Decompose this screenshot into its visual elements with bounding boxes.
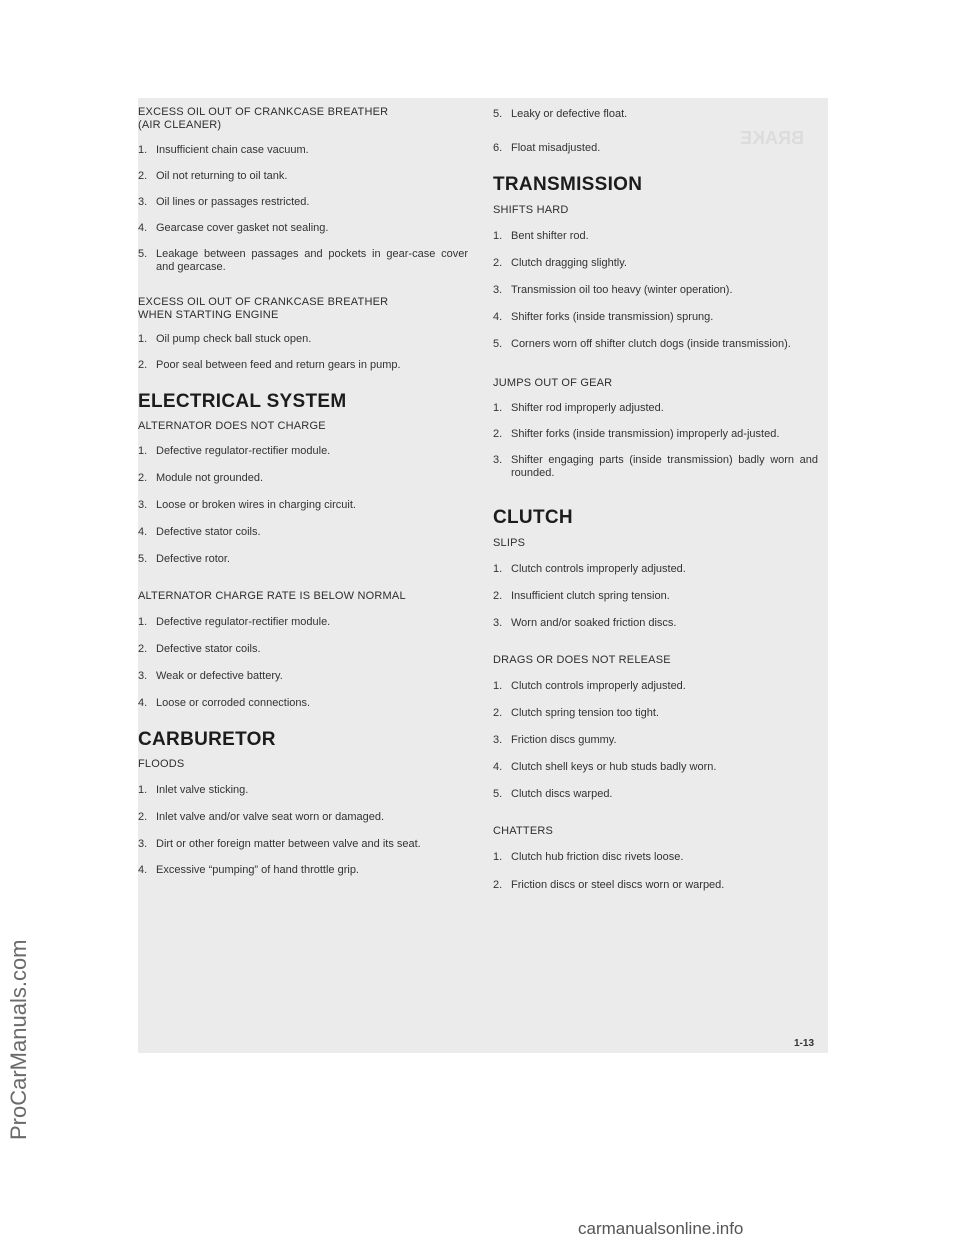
item-text: Shifter forks (inside transmission) sprung. bbox=[511, 311, 714, 323]
section-title bbox=[138, 106, 468, 132]
item-number: 3. bbox=[138, 670, 148, 682]
section-title: FLOODS bbox=[138, 758, 185, 770]
list-item bbox=[493, 761, 818, 774]
list-item bbox=[138, 333, 468, 346]
list-item bbox=[138, 784, 468, 797]
item-number: 2. bbox=[493, 257, 503, 269]
item-text: Clutch shell keys or hub studs badly worn. bbox=[511, 761, 717, 773]
item-text: Inlet valve and/or valve seat worn or damaged. bbox=[156, 811, 385, 823]
item-number: 3. bbox=[493, 617, 503, 629]
item-number: 5. bbox=[493, 108, 503, 120]
item-number: 3. bbox=[493, 454, 503, 466]
list-item bbox=[138, 643, 468, 656]
list-item bbox=[138, 553, 468, 566]
item-number: 2. bbox=[493, 428, 503, 440]
section-title: DRAGS OR DOES NOT RELEASE bbox=[493, 654, 671, 666]
item-number: 1. bbox=[493, 402, 503, 414]
list-item bbox=[138, 616, 468, 629]
section-title: ALTERNATOR DOES NOT CHARGE bbox=[138, 420, 326, 432]
list-item bbox=[493, 590, 818, 603]
item-text: Defective regulator-rectifier module. bbox=[156, 445, 331, 457]
item-number: 2. bbox=[138, 811, 148, 823]
list-item bbox=[138, 472, 468, 485]
item-text: Loose or corroded connections. bbox=[156, 697, 311, 709]
item-number: 5. bbox=[493, 788, 503, 800]
item-text: Clutch hub friction disc rivets loose. bbox=[511, 851, 684, 863]
item-text: Oil lines or passages restricted. bbox=[156, 196, 310, 208]
section-title: ALTERNATOR CHARGE RATE IS BELOW NORMAL bbox=[138, 590, 406, 602]
item-number: 1. bbox=[493, 563, 503, 575]
list-item bbox=[493, 879, 818, 892]
item-text: Clutch controls improperly adjusted. bbox=[511, 563, 686, 575]
list-item bbox=[493, 402, 818, 415]
left-column bbox=[138, 106, 468, 877]
section-heading-transmission: TRANSMISSION bbox=[493, 174, 643, 195]
item-number: 6. bbox=[493, 142, 503, 154]
list-item bbox=[138, 196, 468, 209]
item-text: Corners worn off shifter clutch dogs (inside transmission). bbox=[511, 338, 791, 350]
item-number: 1. bbox=[493, 851, 503, 863]
title-line: (AIR CLEANER) bbox=[138, 119, 222, 131]
item-text: Insufficient chain case vacuum. bbox=[156, 144, 309, 156]
list-item bbox=[493, 338, 818, 351]
list-item bbox=[138, 864, 468, 877]
item-number: 4. bbox=[138, 526, 148, 538]
item-number: 5. bbox=[138, 553, 148, 565]
item-number: 3. bbox=[493, 284, 503, 296]
item-text: Friction discs gummy. bbox=[511, 734, 617, 746]
item-number: 4. bbox=[138, 222, 148, 234]
item-text: Clutch dragging slightly. bbox=[511, 257, 627, 269]
section-heading-carburetor: CARBURETOR bbox=[138, 729, 276, 750]
list-item bbox=[493, 788, 818, 801]
item-number: 4. bbox=[493, 311, 503, 323]
item-number: 2. bbox=[138, 359, 148, 371]
list-item bbox=[138, 222, 468, 235]
list-item bbox=[138, 248, 468, 274]
list-item bbox=[493, 680, 818, 693]
bleed-through-text: BRAKE bbox=[740, 128, 805, 148]
list-item bbox=[493, 284, 818, 297]
item-text: Bent shifter rod. bbox=[511, 230, 589, 242]
item-text: Transmission oil too heavy (winter operation). bbox=[511, 284, 733, 296]
section-title: SHIFTS HARD bbox=[493, 204, 569, 216]
list-item bbox=[138, 445, 468, 458]
list-item bbox=[493, 707, 818, 720]
item-text: Leaky or defective float. bbox=[511, 108, 628, 120]
item-number: 2. bbox=[493, 707, 503, 719]
list-item bbox=[493, 563, 818, 576]
section-heading-clutch: CLUTCH bbox=[493, 507, 573, 528]
item-text: Loose or broken wires in charging circuit. bbox=[156, 499, 356, 511]
item-number: 1. bbox=[493, 680, 503, 692]
list-item bbox=[138, 499, 468, 512]
bottom-watermark: carmanualsonline.info bbox=[578, 1219, 744, 1238]
list-item bbox=[138, 144, 468, 157]
item-text: Module not grounded. bbox=[156, 472, 264, 484]
item-text: Shifter engaging parts (inside transmission) badly worn and rounded. bbox=[511, 454, 818, 479]
page-number: 1-13 bbox=[794, 1038, 815, 1049]
side-watermark: ProCarManuals.com bbox=[6, 939, 31, 1140]
item-number: 3. bbox=[138, 838, 148, 850]
section-title: SLIPS bbox=[493, 537, 526, 549]
list-item bbox=[493, 428, 818, 441]
right-column bbox=[493, 108, 818, 892]
item-number: 1. bbox=[138, 333, 148, 345]
item-text: Oil not returning to oil tank. bbox=[156, 170, 288, 182]
item-number: 2. bbox=[493, 879, 503, 891]
item-number: 2. bbox=[138, 472, 148, 484]
item-text: Shifter forks (inside transmission) improperly ad-justed. bbox=[511, 428, 780, 440]
item-number: 5. bbox=[138, 248, 148, 260]
item-text: Inlet valve sticking. bbox=[156, 784, 249, 796]
item-text: Clutch spring tension too tight. bbox=[511, 707, 659, 719]
list-item bbox=[493, 230, 818, 243]
item-text: Defective stator coils. bbox=[156, 643, 261, 655]
item-text: Defective rotor. bbox=[156, 553, 230, 565]
item-number: 4. bbox=[493, 761, 503, 773]
item-number: 3. bbox=[138, 499, 148, 511]
item-number: 1. bbox=[138, 616, 148, 628]
item-text: Gearcase cover gasket not sealing. bbox=[156, 222, 329, 234]
item-text: Friction discs or steel discs worn or warped. bbox=[511, 879, 725, 891]
item-text: Oil pump check ball stuck open. bbox=[156, 333, 312, 345]
list-item bbox=[493, 734, 818, 747]
item-number: 2. bbox=[138, 643, 148, 655]
item-text: Clutch controls improperly adjusted. bbox=[511, 680, 686, 692]
list-item bbox=[493, 851, 818, 864]
item-text: Defective regulator-rectifier module. bbox=[156, 616, 331, 628]
item-text: Excessive “pumping” of hand throttle grip. bbox=[156, 864, 359, 876]
list-item bbox=[493, 257, 818, 270]
item-number: 2. bbox=[493, 590, 503, 602]
item-text: Insufficient clutch spring tension. bbox=[511, 590, 670, 602]
section-heading-electrical: ELECTRICAL SYSTEM bbox=[138, 391, 347, 412]
list-item bbox=[138, 697, 468, 710]
list-item bbox=[138, 811, 468, 824]
item-number: 1. bbox=[138, 784, 148, 796]
list-item bbox=[138, 359, 468, 372]
item-text: Float misadjusted. bbox=[511, 142, 601, 154]
item-text: Weak or defective battery. bbox=[156, 670, 283, 682]
item-number: 2. bbox=[138, 170, 148, 182]
item-text: Clutch discs warped. bbox=[511, 788, 613, 800]
item-text: Poor seal between feed and return gears in pump. bbox=[156, 359, 401, 371]
title-line: EXCESS OIL OUT OF CRANKCASE BREATHER bbox=[138, 106, 389, 118]
list-item bbox=[138, 526, 468, 539]
section-title: JUMPS OUT OF GEAR bbox=[493, 377, 613, 389]
list-item bbox=[493, 454, 818, 480]
list-item bbox=[493, 142, 818, 155]
item-number: 3. bbox=[138, 196, 148, 208]
list-item bbox=[493, 617, 818, 630]
item-number: 1. bbox=[138, 445, 148, 457]
title-line: EXCESS OIL OUT OF CRANKCASE BREATHER bbox=[138, 296, 389, 308]
list-item bbox=[493, 311, 818, 324]
item-number: 3. bbox=[493, 734, 503, 746]
list-item bbox=[138, 170, 468, 183]
list-item bbox=[138, 670, 468, 683]
list-item bbox=[493, 108, 818, 121]
item-number: 5. bbox=[493, 338, 503, 350]
item-number: 4. bbox=[138, 864, 148, 876]
list-item bbox=[138, 838, 468, 851]
item-text: Defective stator coils. bbox=[156, 526, 261, 538]
item-number: 1. bbox=[138, 144, 148, 156]
item-text: Shifter rod improperly adjusted. bbox=[511, 402, 664, 414]
item-text: Dirt or other foreign matter between valve and its seat. bbox=[156, 838, 421, 850]
item-text: Leakage between passages and pockets in gear-case cover and gearcase. bbox=[156, 248, 468, 273]
title-line: WHEN STARTING ENGINE bbox=[138, 309, 279, 321]
item-number: 1. bbox=[493, 230, 503, 242]
item-number: 4. bbox=[138, 697, 148, 709]
section-title: CHATTERS bbox=[493, 825, 554, 837]
item-text: Worn and/or soaked friction discs. bbox=[511, 617, 677, 629]
section-title bbox=[138, 296, 468, 322]
